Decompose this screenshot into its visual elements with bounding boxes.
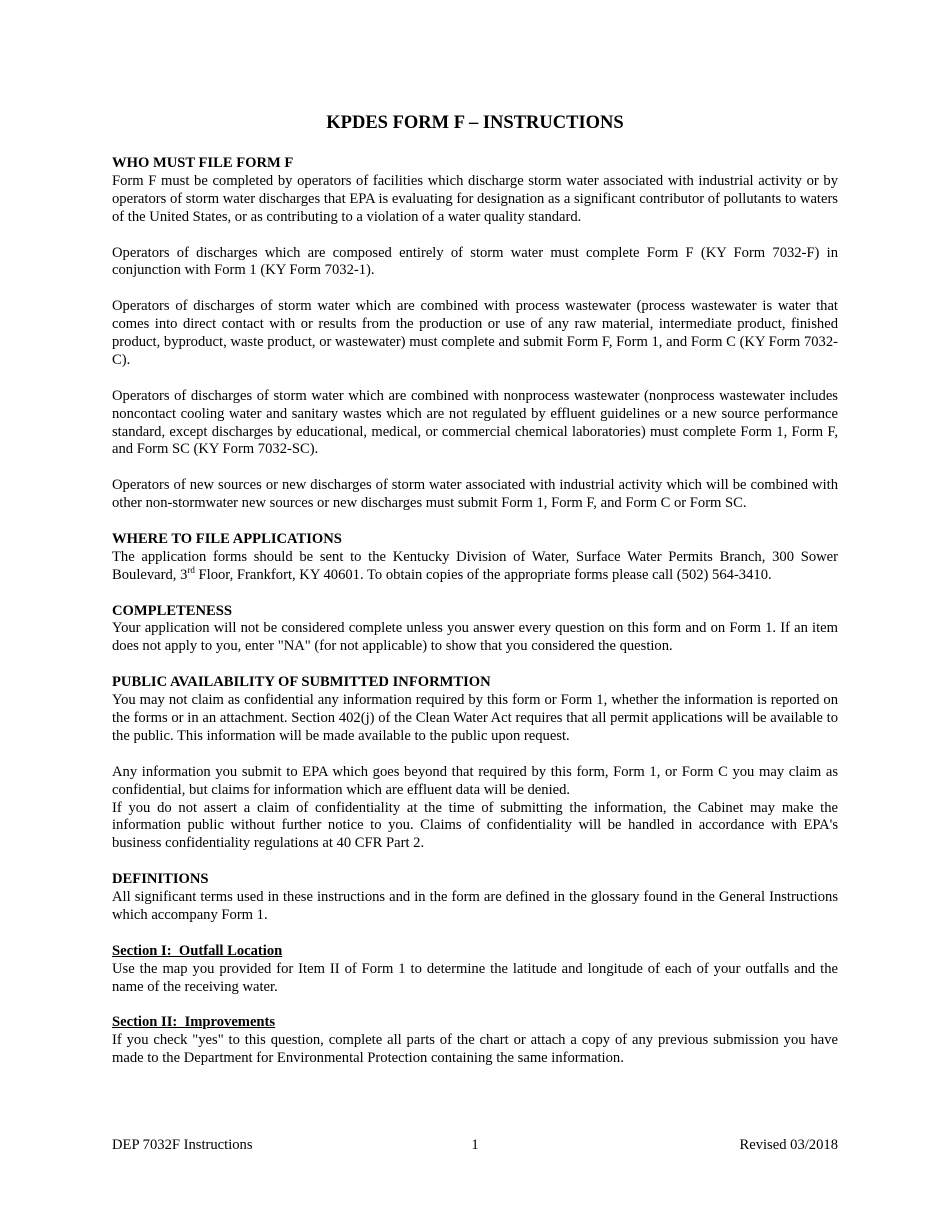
- paragraph: Operators of new sources or new discharges of storm water associated with industrial activity which will be combined with other non-stormwater new sources or new discharges must submit Form 1, Form F, and Form C or Form SC.: [112, 477, 838, 512]
- section-definitions: [112, 871, 838, 925]
- section-public-availability: [112, 674, 838, 853]
- section-outfall-location: [112, 943, 838, 997]
- paragraph: You may not claim as confidential any information required by this form or Form 1, whether the information is reported on the forms or in an attachment. Section 402(j) of the Clean Water Act requires that all permit applications will be available to the public. This information will be made available to the public upon request.: [112, 692, 838, 744]
- section-heading: WHERE TO FILE APPLICATIONS: [112, 530, 342, 547]
- section-heading: Section II: Improvements: [112, 1014, 276, 1031]
- section-heading: PUBLIC AVAILABILITY OF SUBMITTED INFORMTION: [112, 674, 491, 691]
- section-heading: Section I: Outfall Location: [112, 942, 283, 959]
- text-after-sup: Floor, Frankfort, KY 40601. To obtain copies of the appropriate forms please call (502) 564-3410.: [194, 566, 772, 583]
- footer-form-id: DEP 7032F Instructions: [112, 1137, 253, 1153]
- section-heading: COMPLETENESS: [112, 602, 233, 619]
- paragraph: If you do not assert a claim of confidentiality at the time of submitting the information, the Cabinet may make the information public without further notice to you. Claims of confidentiality will be handled in accordance with EPA's business confidentiality regulations at 40 CFR Part 2.: [112, 799, 838, 852]
- section-completeness: [112, 603, 838, 657]
- section-heading: DEFINITIONS: [112, 871, 209, 888]
- document-title: KPDES FORM F – INSTRUCTIONS: [326, 113, 624, 133]
- ordinal-superscript: rd: [187, 564, 195, 575]
- section-heading: WHO MUST FILE FORM F: [112, 155, 294, 171]
- paragraph: If you check "yes" to this question, complete all parts of the chart or attach a copy of any previous submission you have made to the Department for Environmental Protection containing the same information.: [112, 1032, 838, 1067]
- section-where-to-file: [112, 531, 838, 585]
- paragraph: [112, 549, 838, 585]
- paragraph: All significant terms used in these instructions and in the form are defined in the glossary found in the General Instructions which accompany Form 1.: [112, 889, 838, 923]
- paragraph: Any information you submit to EPA which goes beyond that required by this form, Form 1, or Form C you may claim as confidential, but claims for information which are effluent data will be denied.: [112, 763, 838, 798]
- section-improvements: [112, 1014, 838, 1068]
- page-number: 1: [471, 1137, 479, 1153]
- document-body: [112, 155, 838, 1068]
- paragraph: Operators of discharges which are composed entirely of storm water must complete Form F (KY Form 7032-F) in conjunction with Form 1 (KY Form 7032-1).: [112, 244, 838, 279]
- paragraph: Operators of discharges of storm water which are combined with nonprocess wastewater (nonprocess wastewater includes noncontact cooling water and sanitary wastes which are not regulated by effluent guidelines or a new source performance standard, except discharges by educational, medical, or commercial chemical laboratories) must complete Form 1, Form F, and Form SC (KY Form 7032-SC).: [112, 387, 838, 458]
- paragraph: Use the map you provided for Item II of Form 1 to determine the latitude and longitude of each of your outfalls and the name of the receiving water.: [112, 960, 838, 995]
- text-before-sup: The application forms should be sent to the Kentucky Division of Water, Surface Water Permits Branch, 300 Sower Boulevard, 3: [112, 548, 838, 583]
- paragraph: Form F must be completed by operators of facilities which discharge storm water associated with industrial activity or by operators of storm water discharges that EPA is evaluating for designation as a significant contributor of pollutants to waters of the United States, or as contributing to a violation of a water quality standard.: [112, 172, 838, 225]
- paragraph: Operators of discharges of storm water which are combined with process wastewater (process wastewater is water that comes into direct contact with or results from the production or use of any raw material, intermediate product, finished product, byproduct, waste product, or wastewater) must complete and submit Form F, Form 1, and Form C (KY Form 7032-C).: [112, 298, 838, 368]
- section-who-must-file: [112, 155, 838, 513]
- footer-revision-date: Revised 03/2018: [739, 1137, 838, 1153]
- paragraph: Your application will not be considered complete unless you answer every question on this form and on Form 1. If an item does not apply to you, enter "NA" (for not applicable) to show that you considered the question.: [112, 620, 838, 655]
